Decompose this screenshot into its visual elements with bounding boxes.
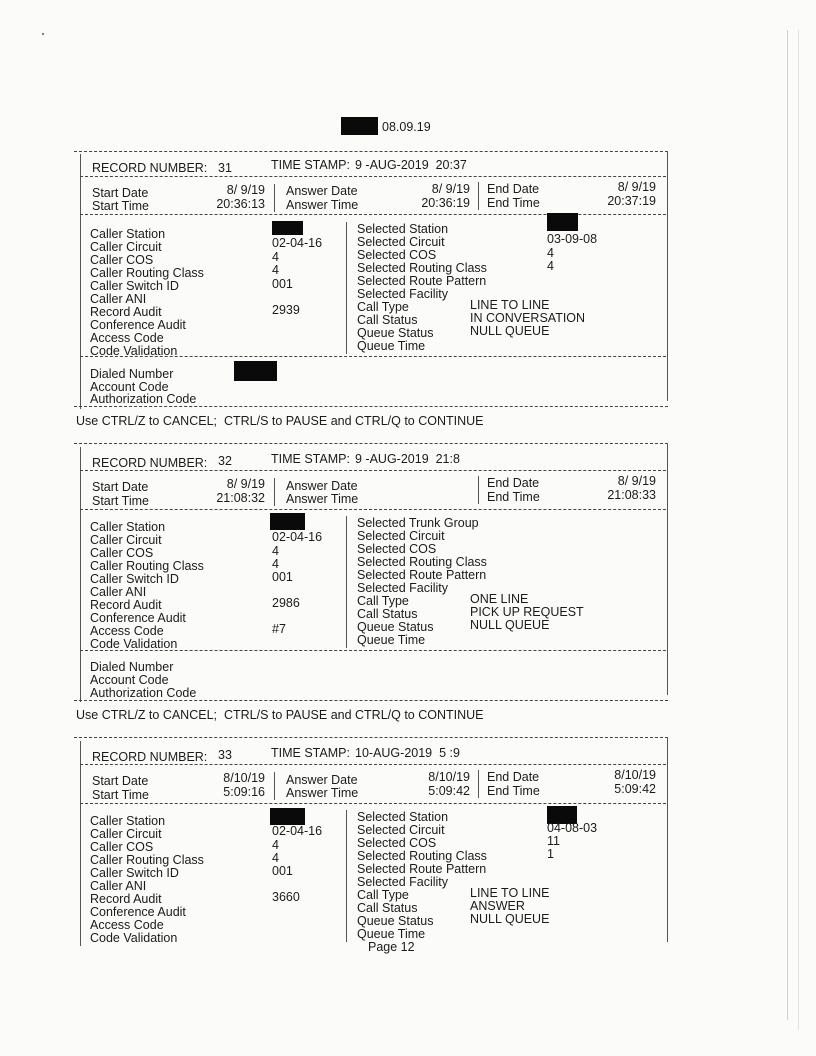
queue-time-label: Queue Time — [357, 633, 426, 647]
start-date-value: 8/10/19 — [223, 771, 265, 785]
control-prompt: Use CTRL/Z to CANCEL; CTRL/S to PAUSE and CTRL/Q to CONTINUE — [76, 414, 484, 428]
answer-time-label: Answer Time — [286, 198, 359, 212]
divider — [74, 737, 668, 738]
record-audit-value: 3660 — [272, 890, 300, 904]
selected-facility-label: Selected Facility — [357, 287, 449, 301]
caller-cos-label: Caller COS — [90, 253, 154, 267]
caller-routing-class-value: 4 — [272, 263, 279, 277]
divider — [74, 151, 668, 152]
answer-date-label: Answer Date — [286, 773, 358, 787]
call-status-label: Call Status — [357, 901, 418, 915]
end-time-label: End Time — [487, 490, 540, 504]
selected-routing-class-label: Selected Routing Class — [357, 261, 487, 275]
column-separator — [346, 810, 347, 942]
caller-circuit-value: 02-04-16 — [272, 530, 323, 544]
queue-time-label: Queue Time — [357, 339, 426, 353]
end-date-label: End Date — [487, 476, 540, 490]
start-date-label: Start Date — [92, 480, 149, 494]
caller-circuit-label: Caller Circuit — [90, 827, 162, 841]
conference-audit-label: Conference Audit — [90, 318, 186, 332]
caller-routing-class-label: Caller Routing Class — [90, 559, 204, 573]
conference-audit-label: Conference Audit — [90, 905, 186, 919]
end-date-label: End Date — [487, 770, 540, 784]
answer-date-value: 8/ 9/19 — [431, 182, 470, 196]
time-stamp-label: TIME STAMP: — [271, 746, 350, 760]
record-number-value: 33 — [218, 748, 232, 762]
selected-routing-class-value: 4 — [547, 259, 554, 273]
caller-cos-label: Caller COS — [90, 546, 154, 560]
column-separator — [346, 516, 347, 648]
caller-routing-class-label: Caller Routing Class — [90, 853, 204, 867]
divider — [80, 803, 666, 804]
start-time-label: Start Time — [92, 788, 149, 802]
call-type-value: LINE TO LINE — [470, 886, 550, 900]
start-time-label: Start Time — [92, 494, 149, 508]
call-type-value: ONE LINE — [470, 592, 529, 606]
caller-station-label: Caller Station — [90, 227, 166, 241]
conference-audit-label: Conference Audit — [90, 611, 186, 625]
caller-switch-id-value: 001 — [272, 864, 293, 878]
left-border — [80, 447, 81, 702]
start-date-label: Start Date — [92, 186, 149, 200]
start-time-value: 20:36:13 — [216, 197, 265, 211]
selected-cos-label: Selected COS — [357, 248, 437, 262]
call-type-label: Call Type — [357, 594, 409, 608]
selected-route-pattern-label: Selected Route Pattern — [357, 274, 487, 288]
call-status-value: ANSWER — [470, 899, 525, 913]
caller-circuit-label: Caller Circuit — [90, 240, 162, 254]
dialed-number-label: Dialed Number — [90, 367, 174, 381]
redaction-block — [272, 221, 303, 235]
selected-cos-value: 4 — [547, 246, 554, 260]
selected-circuit-label: Selected Circuit — [357, 529, 445, 543]
call-type-label: Call Type — [357, 300, 409, 314]
caller-station-label: Caller Station — [90, 520, 166, 534]
divider — [80, 650, 666, 651]
queue-status-label: Queue Status — [357, 914, 434, 928]
selected-routing-class-label: Selected Routing Class — [357, 849, 487, 863]
column-separator — [346, 222, 347, 354]
call-status-value: IN CONVERSATION — [470, 311, 586, 325]
caller-ani-label: Caller ANI — [90, 585, 147, 599]
caller-switch-id-value: 001 — [272, 277, 293, 291]
answer-date-label: Answer Date — [286, 184, 358, 198]
redaction-block — [270, 513, 305, 530]
column-separator — [478, 770, 479, 798]
selected-circuit-label: Selected Circuit — [357, 235, 445, 249]
start-date-label: Start Date — [92, 774, 149, 788]
selected-facility-label: Selected Facility — [357, 581, 449, 595]
answer-time-label: Answer Time — [286, 786, 359, 800]
end-date-label: End Date — [487, 182, 540, 196]
selected-station-label: Selected Station — [357, 222, 449, 236]
caller-routing-class-value: 4 — [272, 851, 279, 865]
record-number-value: 31 — [218, 161, 232, 175]
answer-date-label: Answer Date — [286, 479, 358, 493]
divider — [80, 356, 666, 357]
caller-ani-label: Caller ANI — [90, 292, 147, 306]
access-code-value: #7 — [272, 622, 286, 636]
authorization-code-label: Authorization Code — [90, 686, 197, 700]
time-stamp-value: 9 -AUG-2019 21:8 — [355, 452, 460, 466]
selected-facility-label: Selected Facility — [357, 875, 449, 889]
divider — [80, 509, 666, 510]
call-status-label: Call Status — [357, 607, 418, 621]
selected-cos-label: Selected COS — [357, 836, 437, 850]
start-time-value: 5:09:16 — [223, 785, 265, 799]
caller-ani-label: Caller ANI — [90, 879, 147, 893]
redaction-block — [547, 213, 578, 231]
answer-time-value: 5:09:42 — [428, 784, 470, 798]
caller-routing-class-value: 4 — [272, 557, 279, 571]
redaction-block — [234, 361, 277, 381]
call-status-label: Call Status — [357, 313, 418, 327]
caller-routing-class-label: Caller Routing Class — [90, 266, 204, 280]
queue-status-value: NULL QUEUE — [470, 618, 550, 632]
right-border — [667, 737, 668, 942]
selected-trunk-group-label: Selected Trunk Group — [357, 516, 479, 530]
call-type-value: LINE TO LINE — [470, 298, 550, 312]
queue-status-label: Queue Status — [357, 326, 434, 340]
record-number-value: 32 — [218, 454, 232, 468]
end-date-value: 8/ 9/19 — [617, 474, 656, 488]
access-code-label: Access Code — [90, 331, 164, 345]
selected-circuit-value: 04-08-03 — [547, 821, 598, 835]
divider — [80, 214, 666, 215]
queue-status-value: NULL QUEUE — [470, 912, 550, 926]
caller-switch-id-label: Caller Switch ID — [90, 866, 179, 880]
end-time-label: End Time — [487, 196, 540, 210]
queue-status-label: Queue Status — [357, 620, 434, 634]
scan-edge — [787, 30, 788, 1020]
record-audit-value: 2939 — [272, 303, 300, 317]
selected-circuit-value: 03-09-08 — [547, 232, 598, 246]
start-time-value: 21:08:32 — [216, 491, 265, 505]
column-separator — [274, 772, 275, 800]
selected-circuit-label: Selected Circuit — [357, 823, 445, 837]
scan-edge — [798, 30, 799, 1030]
answer-time-label: Answer Time — [286, 492, 359, 506]
selected-routing-class-label: Selected Routing Class — [357, 555, 487, 569]
record-audit-label: Record Audit — [90, 892, 162, 906]
time-stamp-label: TIME STAMP: — [271, 158, 350, 172]
time-stamp-value: 10-AUG-2019 5 :9 — [355, 746, 460, 760]
column-separator — [274, 478, 275, 506]
access-code-label: Access Code — [90, 624, 164, 638]
redaction-block — [341, 117, 378, 135]
answer-date-value: 8/10/19 — [428, 770, 470, 784]
caller-switch-id-value: 001 — [272, 570, 293, 584]
column-separator — [274, 184, 275, 212]
caller-station-label: Caller Station — [90, 814, 166, 828]
control-prompt: Use CTRL/Z to CANCEL; CTRL/S to PAUSE and CTRL/Q to CONTINUE — [76, 708, 484, 722]
caller-circuit-label: Caller Circuit — [90, 533, 162, 547]
account-code-label: Account Code — [90, 673, 169, 687]
selected-station-label: Selected Station — [357, 810, 449, 824]
end-time-value: 21:08:33 — [607, 488, 656, 502]
caller-cos-label: Caller COS — [90, 840, 154, 854]
code-validation-label: Code Validation — [90, 931, 178, 945]
selected-routing-class-value: 1 — [547, 847, 554, 861]
header-date: 08.09.19 — [382, 120, 431, 134]
selected-cos-label: Selected COS — [357, 542, 437, 556]
caller-circuit-value: 02-04-16 — [272, 824, 323, 838]
end-time-value: 20:37:19 — [607, 194, 656, 208]
column-separator — [478, 476, 479, 504]
caller-circuit-value: 02-04-16 — [272, 236, 323, 250]
redaction-block — [270, 808, 305, 825]
record-number-label: RECORD NUMBER: — [92, 456, 208, 470]
caller-switch-id-label: Caller Switch ID — [90, 572, 179, 586]
record-number-label: RECORD NUMBER: — [92, 161, 208, 175]
dialed-number-label: Dialed Number — [90, 660, 174, 674]
right-border — [667, 443, 668, 695]
right-border — [667, 151, 668, 401]
access-code-label: Access Code — [90, 918, 164, 932]
start-time-label: Start Time — [92, 199, 149, 213]
caller-cos-value: 4 — [272, 544, 279, 558]
record-number-label: RECORD NUMBER: — [92, 750, 208, 764]
code-validation-label: Code Validation — [90, 637, 178, 651]
account-code-label: Account Code — [90, 380, 169, 394]
call-status-value: PICK UP REQUEST — [470, 605, 584, 619]
authorization-code-label: Authorization Code — [90, 392, 197, 406]
record-audit-label: Record Audit — [90, 305, 162, 319]
divider — [74, 700, 668, 701]
divider — [74, 443, 668, 444]
record-audit-value: 2986 — [272, 596, 300, 610]
queue-time-label: Queue Time — [357, 927, 426, 941]
call-type-label: Call Type — [357, 888, 409, 902]
answer-time-value: 20:36:19 — [421, 196, 470, 210]
divider — [74, 406, 668, 407]
selected-route-pattern-label: Selected Route Pattern — [357, 568, 487, 582]
start-date-value: 8/ 9/19 — [226, 477, 265, 491]
caller-cos-value: 4 — [272, 838, 279, 852]
queue-status-value: NULL QUEUE — [470, 324, 550, 338]
scan-speck — [42, 33, 44, 35]
end-time-label: End Time — [487, 784, 540, 798]
left-border — [80, 741, 81, 946]
divider — [80, 470, 666, 471]
page-number: Page 12 — [368, 940, 415, 954]
time-stamp-value: 9 -AUG-2019 20:37 — [355, 158, 467, 172]
code-validation-label: Code Validation — [90, 344, 178, 358]
divider — [80, 764, 666, 765]
column-separator — [478, 182, 479, 210]
divider — [80, 176, 666, 177]
caller-cos-value: 4 — [272, 250, 279, 264]
selected-route-pattern-label: Selected Route Pattern — [357, 862, 487, 876]
time-stamp-label: TIME STAMP: — [271, 452, 350, 466]
end-date-value: 8/ 9/19 — [617, 180, 656, 194]
left-border — [80, 154, 81, 409]
end-date-value: 8/10/19 — [614, 768, 656, 782]
record-audit-label: Record Audit — [90, 598, 162, 612]
caller-switch-id-label: Caller Switch ID — [90, 279, 179, 293]
selected-cos-value: 11 — [547, 834, 560, 848]
end-time-value: 5:09:42 — [614, 782, 656, 796]
start-date-value: 8/ 9/19 — [226, 183, 265, 197]
